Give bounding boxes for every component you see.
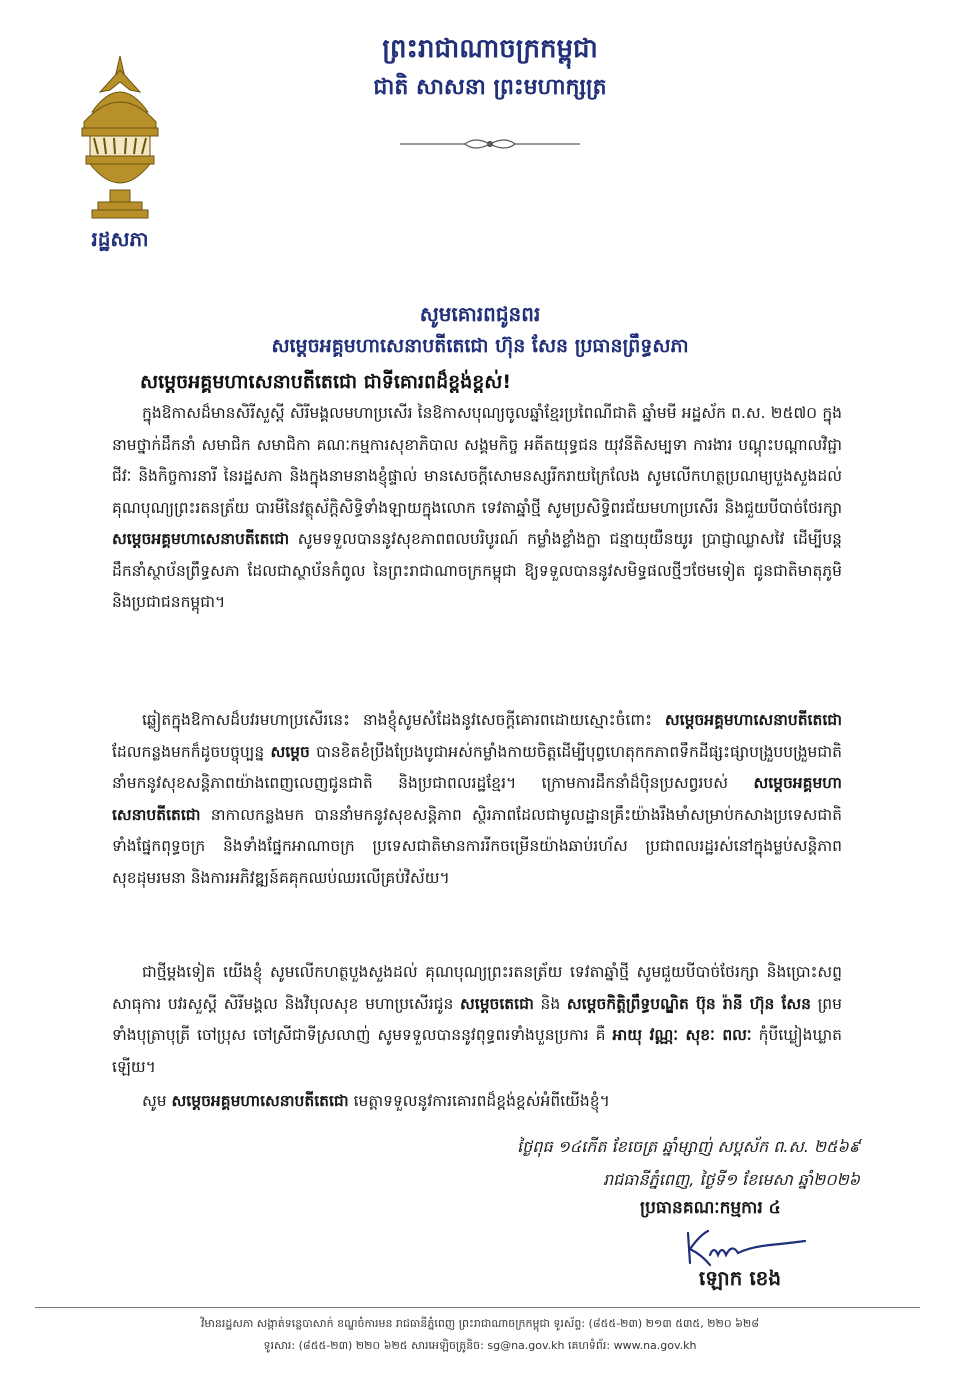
solar-date: រាជធានីភ្នំពេញ, ថ្ងៃទី១ ខែមេសា ឆ្នាំ២០២៦ (602, 1170, 860, 1189)
blessing-terms: អាយុ វណ្ណៈ សុខៈ ពលៈ (612, 1026, 752, 1044)
text-run: បានខិតខំប្រឹងប្រែងបូជាអស់កម្លាំងកាយចិត្តដើម្បីបុព្វហេតុកកភាពទឹកដីផ្សះផ្សាបង្រួបបង្រួមជាតិ នាំមកនូវសុខសន្តិភាពយ៉ាងពេញលេញជូនជាតិ និងប្រជាពលរដ្ឋខ្មែរ។ ក្រោមការដឹកនាំដ៏ប៉ិនប្រសព្វរបស់ (112, 742, 842, 792)
national-assembly-emblem (70, 52, 170, 222)
paragraph-2 (112, 705, 842, 894)
institution-name: រដ្ឋសភា (91, 227, 149, 251)
honorific: សម្តេចកិត្តិព្រឹទ្ធបណ្ឌិត ប៊ុន រ៉ានី ហ៊ុន សែន (566, 994, 811, 1013)
text-run: សូម (142, 1092, 167, 1110)
greeting-line: សូមគោរពជូនពរ (419, 302, 541, 326)
honorific: សម្តេចអគ្គមហាសេនាបតីតេជោ (112, 774, 842, 824)
honorific: សម្តេចអគ្គមហាសេនាបតីតេជោ (112, 530, 290, 548)
national-motto: ជាតិ សាសនា ព្រះមហាក្សត្រ (373, 75, 607, 100)
paragraph-1 (112, 398, 842, 619)
honorific: សម្តេចតេជោ (460, 994, 534, 1013)
text-run: ឆ្លៀតក្នុងឱកាសដ៏បវរមហាប្រសើរនេះ នាងខ្ញុំសូមសំដែងនូវសេចក្តីគោរពដោយស្មោះចំពោះ (142, 711, 652, 729)
honorific: សម្តេចអគ្គមហាសេនាបតីតេជោ (664, 711, 842, 729)
footer-contact: ទូរសារ: (៨៥៥-២៣) ២២០ ៦២៥ សារអេឡិចត្រូនិច: sg@na.gov.kh គេហទំព័រ: www.na.gov.kh (263, 1339, 697, 1352)
text-run: នាកាលកន្លងមក បាននាំមកនូវសុខសន្តិភាព ស្ថិរភាពដែលជាមូលដ្ឋានគ្រឹះយ៉ាងរឹងមាំសម្រាប់កសាងប្រទេសជាតិ ទាំងផ្នែកពុទ្ធចក្រ និងទាំងផ្នែកអាណាចក្រ ប្រទេសជាតិមានការរីកចម្រើនយ៉ាងឆាប់រហ័ស ប្រជាពលរដ្ឋរស់នៅក្នុងម្លប់សន្តិភាព សុខដុមរមនា និងការអភិវឌ្ឍន៍គគុកឈប់ឈរលើគ្រប់វិស័យ។ (112, 805, 842, 887)
footer (60, 1313, 900, 1357)
greeting-block (150, 298, 810, 362)
handwritten-signature (680, 1225, 810, 1270)
paragraph-3 (112, 957, 842, 1083)
lunar-date: ថ្ងៃពុធ ១៤កើត ខែចេត្រ ឆ្នាំម្សាញ់ សប្តស័ក ព.ស. ២៥៦៩ (517, 1137, 860, 1156)
text-run: ដែលកន្លងមកក៏ដូចបច្ចុប្បន្ន (112, 742, 265, 761)
text-run: ជាថ្មីម្តងទៀត យើងខ្ញុំ សូមលើកហត្ថបួងសួងដល់ គុណបុណ្យព្រះរតនត្រ័យ ទេវតាឆ្នាំថ្មី សូមជួយបីបាច់ថែរក្សា និងប្រោះសព្ទសាធុការ បវរសួស្តី សិរីមង្គល និងវិបុលសុខ មហាប្រសើរជូន (112, 963, 842, 1013)
text-run: និង (540, 994, 561, 1013)
footer-address: វិមានរដ្ឋសភា សង្កាត់ទន្លេបាសាក់ ខណ្ឌចំការមន រាជធានីភ្នំពេញ ព្រះរាជាណាចក្រកម្ពុជា ទូរស័ព្ទ: (៨៥៥-២៣) ២១៣ ៥៣៥, ២២០ ៦២៨ (200, 1317, 760, 1330)
salutation: សម្តេចអគ្គមហាសេនាបតីតេជោ ជាទីគោរពដ៏ខ្ពង់ខ្ពស់! (140, 371, 512, 393)
text-run: កុំបីឃ្លៀងឃ្លាតឡើយ។ (112, 1026, 842, 1076)
honorific: សម្តេច (270, 742, 310, 761)
date-block (340, 1130, 860, 1196)
footer-divider (35, 1307, 920, 1308)
text-run: ក្នុងឱកាសដ៏មានសិរីសួស្តី សិរីមង្គលមហាប្រសើរ នៃឱកាសបុណ្យចូលឆ្នាំខ្មែរប្រពៃណីជាតិ ឆ្នាំមមី អដ្ឋស័ក ព.ស. ២៥៧០ ក្នុងនាមថ្នាក់ដឹកនាំ សមាជិក សមាជិកា គណៈកម្មការសុខាភិបាល សង្គមកិច្ច អតីតយុទ្ធជន យុវនីតិសម្បទា ការងារ បណ្តុះបណ្តាលវិជ្ជាជីវៈ និងកិច្ចការនារី នៃរដ្ឋសភា និងក្នុងនាមនាងខ្ញុំផ្ទាល់ មានសេចក្តីសោមនស្សរីករាយក្រៃលែង សូមលើកហត្ថប្រណម្យបួងសួងដល់គុណបុណ្យព្រះរតនត្រ័យ បារមីនៃវត្ថុស័ក្តិសិទ្ធិទាំងឡាយក្នុងលោក ទេវតាឆ្នាំថ្មី សូមប្រសិទ្ធិពរជ័យមហាប្រសើរ និងជួយបីបាច់ថែរក្សា (112, 404, 842, 517)
header-ornament (395, 136, 585, 152)
signer-role: ប្រធានគណៈកម្មការ ៤ (640, 1198, 781, 1218)
letterhead (300, 28, 680, 106)
text-run: សូមទទួលបាននូវសុខភាពពលបរិបូរណ៍ កម្លាំងខ្លាំងក្លា ជន្មាយុយឺនយូរ ប្រាជ្ញាឈ្លាសវៃ ដើម្បីបន្តដឹកនាំស្ថាប័នព្រឹទ្ធសភា ដែលជាស្ថាប័នកំពូល នៃព្រះរាជាណាចក្រកម្ពុជា ឱ្យទទួលបាននូវសមិទ្ធផលថ្មីៗថែមទៀត ជូនជាតិមាតុភូមិ និងប្រជាជនកម្ពុជា។ (112, 530, 842, 611)
text-run: មេត្តាទទួលនូវការគោរពដ៏ខ្ពង់ខ្ពស់អំពីយើងខ្ញុំ។ (353, 1092, 610, 1110)
recipient-line: សម្តេចអគ្គមហាសេនាបតីតេជោ ហ៊ុន សែន ប្រធានព្រឹទ្ធសភា (271, 335, 689, 357)
text-run: ព្រមទាំងបុត្រាបុត្រី ចៅប្រុស ចៅស្រីជាទីស្រលាញ់ សូមទទួលបាននូវពុទ្ធពរទាំងបួនប្រការ គឺ (112, 994, 842, 1044)
closing-paragraph (112, 1086, 842, 1118)
honorific: សម្តេចអគ្គមហាសេនាបតីតេជោ (171, 1092, 349, 1110)
kingdom-name: ព្រះរាជាណាចក្រកម្ពុជា (382, 34, 598, 64)
signer-name: ឡោក ខេង (698, 1266, 782, 1290)
